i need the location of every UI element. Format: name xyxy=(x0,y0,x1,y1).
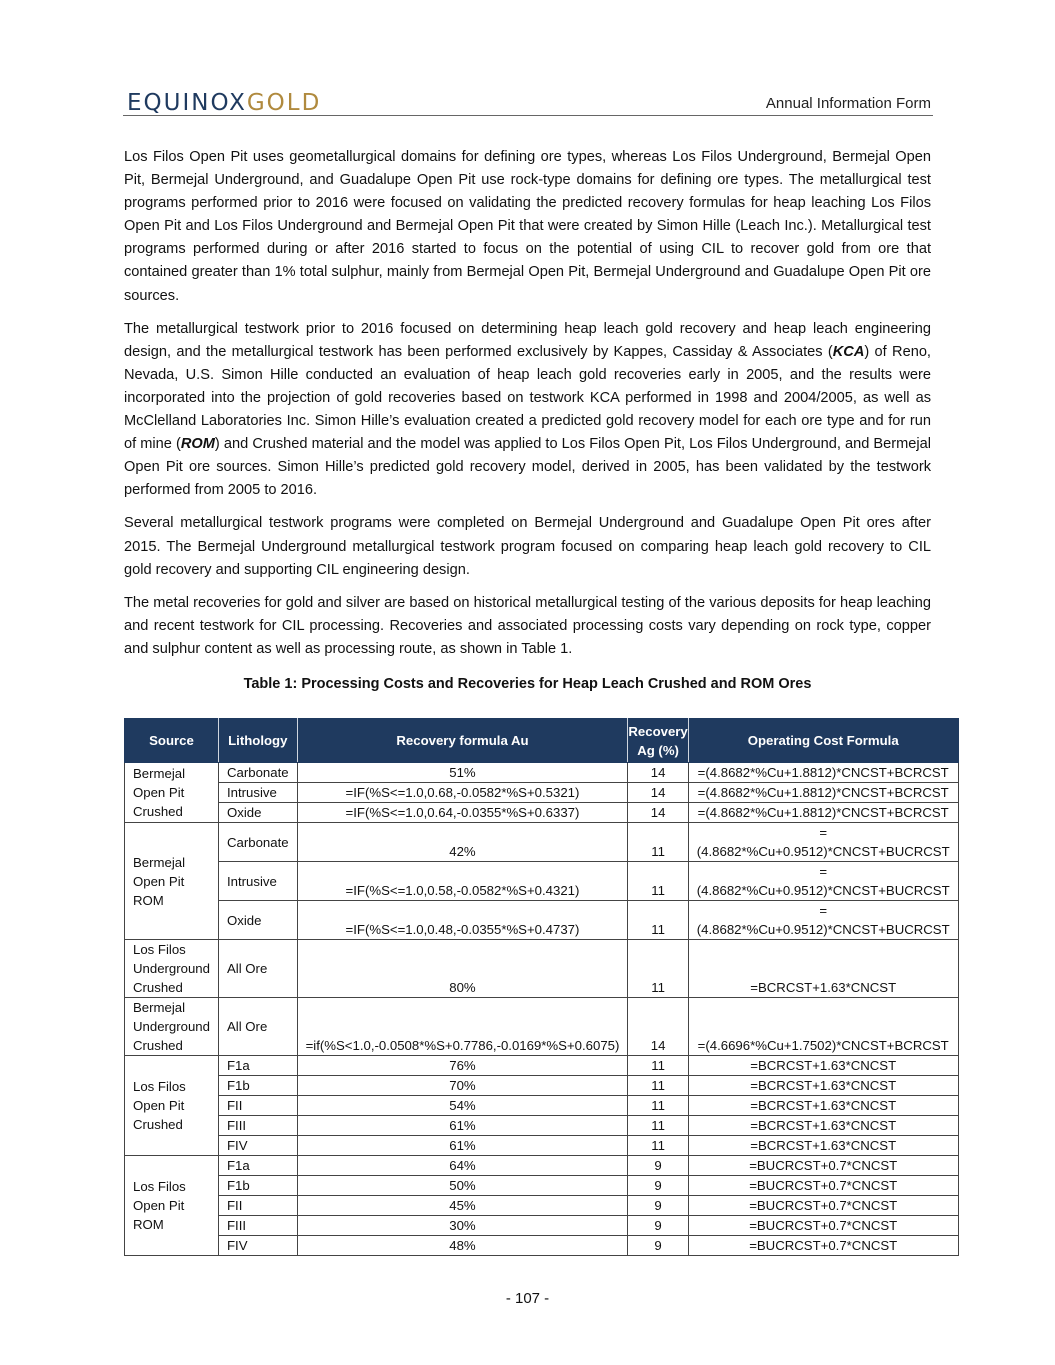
cell-lithology: F1a xyxy=(218,1156,297,1176)
cell-lithology: Carbonate xyxy=(218,823,297,862)
cell-recovery-ag: 14 xyxy=(628,803,688,823)
cell-recovery-au: 64% xyxy=(297,1156,628,1176)
cell-recovery-ag: 9 xyxy=(628,1236,688,1256)
cell-recovery-ag: 11 xyxy=(628,940,688,998)
cell-recovery-au: =IF(%S<=1.0,0.68,-0.0582*%S+0.5321) xyxy=(297,783,628,803)
cell-recovery-ag: 14 xyxy=(628,783,688,803)
cell-recovery-ag: 9 xyxy=(628,1216,688,1236)
table-row xyxy=(125,1116,959,1136)
cell-recovery-ag: 11 xyxy=(628,1076,688,1096)
cell-operating-cost: =(4.8682*%Cu+1.8812)*CNCST+BCRCST xyxy=(688,763,958,783)
cell-lithology: Carbonate xyxy=(218,763,297,783)
paragraph: Several metallurgical testwork programs were completed on Bermejal Underground and Guadalupe Open Pit ores after 2015. The Bermejal Underground metallurgical testwork program focused on comparing heap leach gold recovery to CIL gold recovery and supporting CIL engineering design. xyxy=(124,515,931,578)
cell-lithology: F1b xyxy=(218,1176,297,1196)
abbreviation: ROM xyxy=(180,436,215,453)
table-row xyxy=(125,1176,959,1196)
header-lithology: Lithology xyxy=(218,719,297,763)
table-row xyxy=(125,901,959,940)
cell-lithology: F1b xyxy=(218,1076,297,1096)
cell-lithology: Oxide xyxy=(218,803,297,823)
cell-operating-cost: =(4.8682*%Cu+1.8812)*CNCST+BCRCST xyxy=(688,803,958,823)
cell-recovery-ag: 11 xyxy=(628,823,688,862)
table-title: Table 1: Processing Costs and Recoveries for Heap Leach Crushed and ROM Ores xyxy=(243,676,812,692)
cell-recovery-ag: 9 xyxy=(628,1156,688,1176)
cell-recovery-ag: 11 xyxy=(628,1136,688,1156)
cell-lithology: FIII xyxy=(218,1216,297,1236)
logo-text-gold: GOLD xyxy=(246,90,322,116)
cell-operating-cost: =BUCRCST+0.7*CNCST xyxy=(688,1176,958,1196)
table-row xyxy=(125,1096,959,1116)
cell-operating-cost: =BUCRCST+0.7*CNCST xyxy=(688,1236,958,1256)
cell-recovery-au: 76% xyxy=(297,1056,628,1076)
cell-lithology: Intrusive xyxy=(218,783,297,803)
cell-lithology: FIII xyxy=(218,1116,297,1136)
body-text xyxy=(124,146,931,671)
paragraph: The metal recoveries for gold and silver are based on historical metallurgical testing of the various deposits for heap leaching and recent testwork for CIL processing. Recoveries and associated processing costs vary depending on rock type, copper and sulphur content as well as processing route, as shown in Table 1. xyxy=(124,594,931,657)
cell-recovery-ag: 9 xyxy=(628,1196,688,1216)
cell-recovery-au: 61% xyxy=(297,1136,628,1156)
header-operating-cost: Operating Cost Formula xyxy=(688,719,958,763)
cell-operating-cost: =BUCRCST+0.7*CNCST xyxy=(688,1196,958,1216)
cell-operating-cost: =BUCRCST+0.7*CNCST xyxy=(688,1156,958,1176)
cell-lithology: FIV xyxy=(218,1136,297,1156)
table-row xyxy=(125,803,959,823)
table-row xyxy=(125,862,959,901)
cell-lithology: Oxide xyxy=(218,901,297,940)
logo-text-equinox: EQUINOX xyxy=(127,90,247,116)
table-row xyxy=(125,998,959,1056)
table-row xyxy=(125,763,959,783)
cell-recovery-ag: 11 xyxy=(628,1116,688,1136)
table-body xyxy=(125,763,959,1256)
cell-operating-cost: =BCRCST+1.63*CNCST xyxy=(688,1136,958,1156)
cell-source: Los Filos Underground Crushed xyxy=(125,940,219,998)
table-row xyxy=(125,783,959,803)
cell-source: Bermejal Open Pit Crushed xyxy=(125,763,219,823)
cell-recovery-au: 70% xyxy=(297,1076,628,1096)
header-recovery-ag: Recovery Ag (%) xyxy=(628,719,688,763)
abbreviation: KCA xyxy=(832,343,865,360)
equinox-gold-logo xyxy=(127,90,321,116)
cell-operating-cost: =BCRCST+1.63*CNCST xyxy=(688,1116,958,1136)
table-row xyxy=(125,823,959,862)
cell-source: Bermejal Open Pit ROM xyxy=(125,823,219,940)
cell-lithology: F1a xyxy=(218,1056,297,1076)
cell-recovery-au: 50% xyxy=(297,1176,628,1196)
table-header-row xyxy=(125,719,959,763)
cell-operating-cost: =BCRCST+1.63*CNCST xyxy=(688,1056,958,1076)
cell-source: Los Filos Open Pit Crushed xyxy=(125,1056,219,1156)
cell-operating-cost: =(4.8682*%Cu+0.9512)*CNCST+BUCRCST xyxy=(688,823,958,862)
table-row xyxy=(125,1216,959,1236)
table-row xyxy=(125,1156,959,1176)
page-number: - 107 - xyxy=(505,1290,550,1307)
table-row xyxy=(125,1056,959,1076)
cell-operating-cost: =(4.8682*%Cu+0.9512)*CNCST+BUCRCST xyxy=(688,901,958,940)
table-row xyxy=(125,1136,959,1156)
header-source: Source xyxy=(125,719,219,763)
cell-operating-cost: =BCRCST+1.63*CNCST xyxy=(688,1076,958,1096)
page-header xyxy=(123,86,933,116)
cell-recovery-ag: 11 xyxy=(628,1096,688,1116)
table-row xyxy=(125,1196,959,1216)
document-title: Annual Information Form xyxy=(765,95,931,112)
table-row xyxy=(125,940,959,998)
table-row xyxy=(125,1236,959,1256)
cell-operating-cost: =(4.6696*%Cu+1.7502)*CNCST+BCRCST xyxy=(688,998,958,1056)
cell-operating-cost: =(4.8682*%Cu+0.9512)*CNCST+BUCRCST xyxy=(688,862,958,901)
cell-recovery-ag: 11 xyxy=(628,1056,688,1076)
cell-recovery-au: =IF(%S<=1.0,0.64,-0.0355*%S+0.6337) xyxy=(297,803,628,823)
processing-costs-table xyxy=(124,718,959,1256)
cell-recovery-au: =IF(%S<=1.0,0.58,-0.0582*%S+0.4321) xyxy=(297,862,628,901)
cell-lithology: FII xyxy=(218,1196,297,1216)
paragraph: The metallurgical testwork prior to 2016 focused on determining heap leach gold recovery and heap leach engineering design, and the metallurgical testwork has been performed exclusively by Kappes, Cassiday & Associates (KCA) of Reno, Nevada, U.S. Simon Hille conducted an evaluation of heap leach gold recoveries early in 2005, and the results were incorporated into the projection of gold recoveries based on testwork KCA performed in 1998 and 2004/2005, as well as McClelland Laboratories Inc. Simon Hille’s evaluation created a predicted gold recovery model for each ore type and for run of mine (ROM) and Crushed material and the model was applied to Los Filos Open Pit, Los Filos Underground, and Bermejal Open Pit ore sources. Simon Hille’s predicted gold recovery model, derived in 2005, has been validated by the testwork performed from 2005 to 2016. xyxy=(124,320,931,499)
table-row xyxy=(125,1076,959,1096)
cell-source: Los Filos Open Pit ROM xyxy=(125,1156,219,1256)
cell-recovery-au: 54% xyxy=(297,1096,628,1116)
cell-recovery-ag: 14 xyxy=(628,998,688,1056)
cell-operating-cost: =(4.8682*%Cu+1.8812)*CNCST+BCRCST xyxy=(688,783,958,803)
cell-recovery-ag: 11 xyxy=(628,862,688,901)
cell-recovery-ag: 14 xyxy=(628,763,688,783)
cell-recovery-au: 61% xyxy=(297,1116,628,1136)
cell-lithology: FII xyxy=(218,1096,297,1116)
cell-recovery-au: 30% xyxy=(297,1216,628,1236)
cell-lithology: All Ore xyxy=(218,940,297,998)
cell-lithology: All Ore xyxy=(218,998,297,1056)
cell-operating-cost: =BUCRCST+0.7*CNCST xyxy=(688,1216,958,1236)
cell-recovery-au: =if(%S<1.0,-0.0508*%S+0.7786,-0.0169*%S+0.6075) xyxy=(297,998,628,1056)
cell-lithology: FIV xyxy=(218,1236,297,1256)
cell-operating-cost: =BCRCST+1.63*CNCST xyxy=(688,1096,958,1116)
cell-source: Bermejal Underground Crushed xyxy=(125,998,219,1056)
cell-lithology: Intrusive xyxy=(218,862,297,901)
cell-recovery-au: 80% xyxy=(297,940,628,998)
paragraph: Los Filos Open Pit uses geometallurgical domains for defining ore types, whereas Los Filos Underground, Bermejal Open Pit, Bermejal Underground, and Guadalupe Open Pit use rock-type domains for defining ore types. The metallurgical test programs performed prior to 2016 were focused on validating the predicted recovery formulas for heap leaching Los Filos Open Pit and Los Filos Underground and Bermejal Open Pit that were created by Simon Hille (Leach Inc.). Metallurgical test programs performed during or after 2016 started to focus on the potential of using CIL to recover gold from ore that contained greater than 1% total sulphur, mainly from Bermejal Open Pit, Bermejal Underground and Guadalupe Open Pit ore sources. xyxy=(124,149,931,304)
cell-recovery-au: 51% xyxy=(297,763,628,783)
cell-recovery-ag: 11 xyxy=(628,901,688,940)
cell-recovery-au: 48% xyxy=(297,1236,628,1256)
header-recovery-au: Recovery formula Au xyxy=(297,719,628,763)
cell-recovery-au: =IF(%S<=1.0,0.48,-0.0355*%S+0.4737) xyxy=(297,901,628,940)
cell-recovery-ag: 9 xyxy=(628,1176,688,1196)
cell-recovery-au: 42% xyxy=(297,823,628,862)
cell-operating-cost: =BCRCST+1.63*CNCST xyxy=(688,940,958,998)
cell-recovery-au: 45% xyxy=(297,1196,628,1216)
